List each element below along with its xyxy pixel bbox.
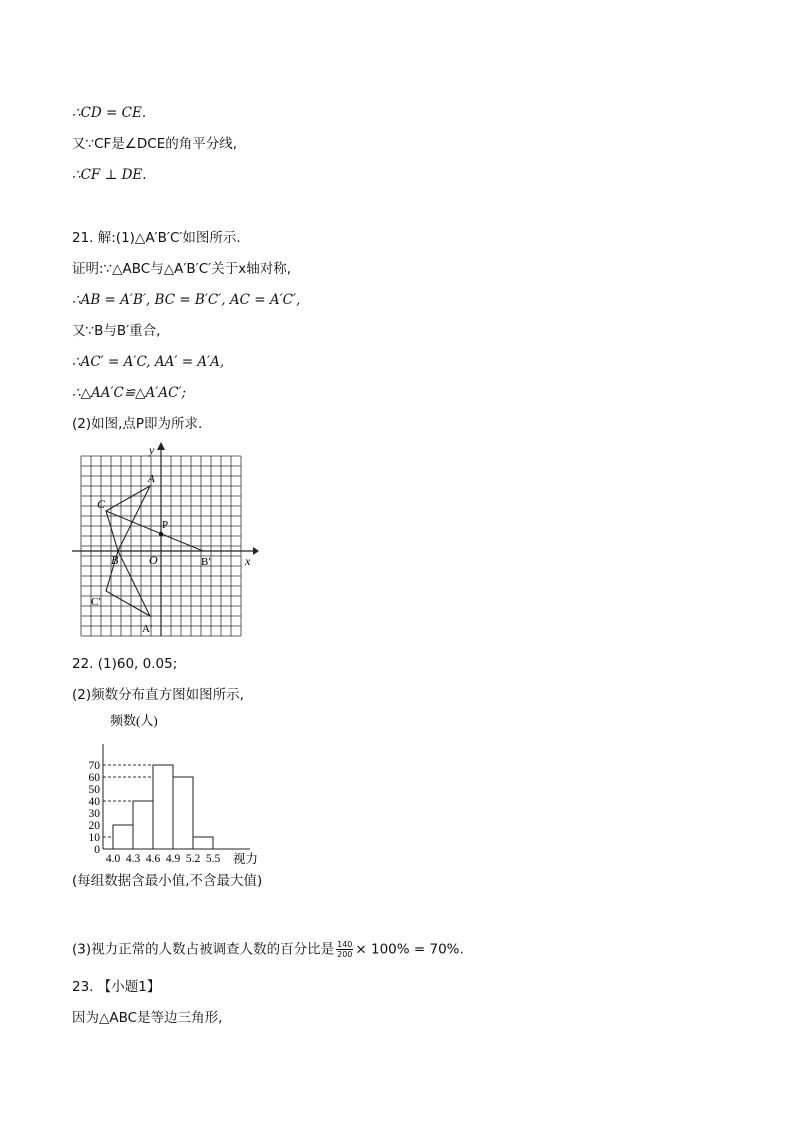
line-q23-heading: 23. 【小题1】 bbox=[72, 979, 161, 995]
line-q21-part2: (2)如图,点P即为所求. bbox=[72, 416, 203, 432]
histogram-x-tick: 4.6 bbox=[145, 853, 161, 865]
histogram-y-tick: 0 bbox=[94, 844, 100, 856]
label-b-prime: B′ bbox=[201, 556, 211, 568]
label-b: B bbox=[111, 553, 119, 567]
histogram-y-tick: 60 bbox=[88, 772, 100, 784]
label-p: P bbox=[162, 519, 169, 531]
line-cd-ce: ∴CD = CE. bbox=[72, 105, 147, 121]
line-q21-heading: 21. 解:(1)△A′B′C′如图所示. bbox=[72, 230, 241, 246]
line-q23-equilateral: 因为△ABC是等边三角形, bbox=[72, 1010, 223, 1026]
line-q21-b-coincide: 又∵B与B′重合, bbox=[72, 323, 161, 339]
line-cf-bisector: 又∵CF是∠DCE的角平分线, bbox=[72, 136, 238, 152]
line-q22-part1: 22. (1)60, 0.05; bbox=[72, 656, 178, 672]
fraction-140-200: $\frac{140}{200}$ bbox=[337, 940, 353, 959]
origin-label: O bbox=[149, 553, 158, 567]
line-q21-equal-sides: ∴AB = A′B′, BC = B′C′, AC = A′C′, bbox=[72, 292, 301, 308]
histogram-y-tick: 40 bbox=[88, 796, 100, 808]
histogram-bar bbox=[113, 825, 133, 849]
histogram-bar bbox=[133, 801, 153, 849]
line-q22-note: (每组数据含最小值,不含最大值) bbox=[72, 873, 263, 889]
histogram-x-tick: 4.3 bbox=[125, 853, 141, 865]
histogram-y-tick: 20 bbox=[88, 820, 100, 832]
label-c: C bbox=[97, 497, 106, 511]
point-p bbox=[159, 532, 163, 536]
histogram-y-label: 频数(人) bbox=[110, 713, 158, 728]
line-q22-part2: (2)频数分布直方图如图所示, bbox=[72, 687, 244, 703]
x-axis-arrow bbox=[253, 547, 259, 555]
histogram-x-tick: 5.2 bbox=[185, 853, 201, 865]
histogram-y-tick: 50 bbox=[88, 784, 100, 796]
histogram-x-tick: 5.5 bbox=[205, 853, 221, 865]
histogram-x-tick: 4.0 bbox=[105, 853, 121, 865]
histogram-x-label: 视力 bbox=[233, 852, 259, 866]
histogram-bar bbox=[153, 765, 173, 849]
y-axis-arrow bbox=[157, 442, 165, 450]
histogram-y-tick: 10 bbox=[88, 832, 100, 844]
histogram-x-tick: 4.9 bbox=[165, 853, 181, 865]
x-axis-label: x bbox=[245, 554, 251, 568]
line-q21-ac-equal: ∴AC′ = A′C, AA′ = A′A, bbox=[72, 354, 225, 370]
line-cf-perp-de: ∴CF ⊥ DE. bbox=[72, 167, 147, 183]
histogram-bar bbox=[193, 837, 213, 849]
histogram-y-tick: 30 bbox=[88, 808, 100, 820]
frequency-histogram bbox=[70, 708, 290, 870]
label-c-prime: C′ bbox=[91, 596, 101, 608]
line-q21-proof-start: 证明:∵△ABC与△A′B′C′关于x轴对称, bbox=[72, 261, 291, 277]
line-q21-congruent: ∴△AA′C≌△A′AC′; bbox=[72, 385, 187, 401]
line-q22-part3: (3)视力正常的人数占被调查人数的百分比是 $\frac{140}{200}$ × 100% = 70%. bbox=[72, 940, 464, 959]
histogram-y-tick: 70 bbox=[88, 760, 100, 772]
label-a: A bbox=[148, 473, 155, 485]
y-axis-label: y bbox=[149, 443, 155, 457]
coordinate-grid-figure bbox=[70, 440, 265, 640]
label-a-prime: A′ bbox=[142, 623, 153, 635]
histogram-bar bbox=[173, 777, 193, 849]
